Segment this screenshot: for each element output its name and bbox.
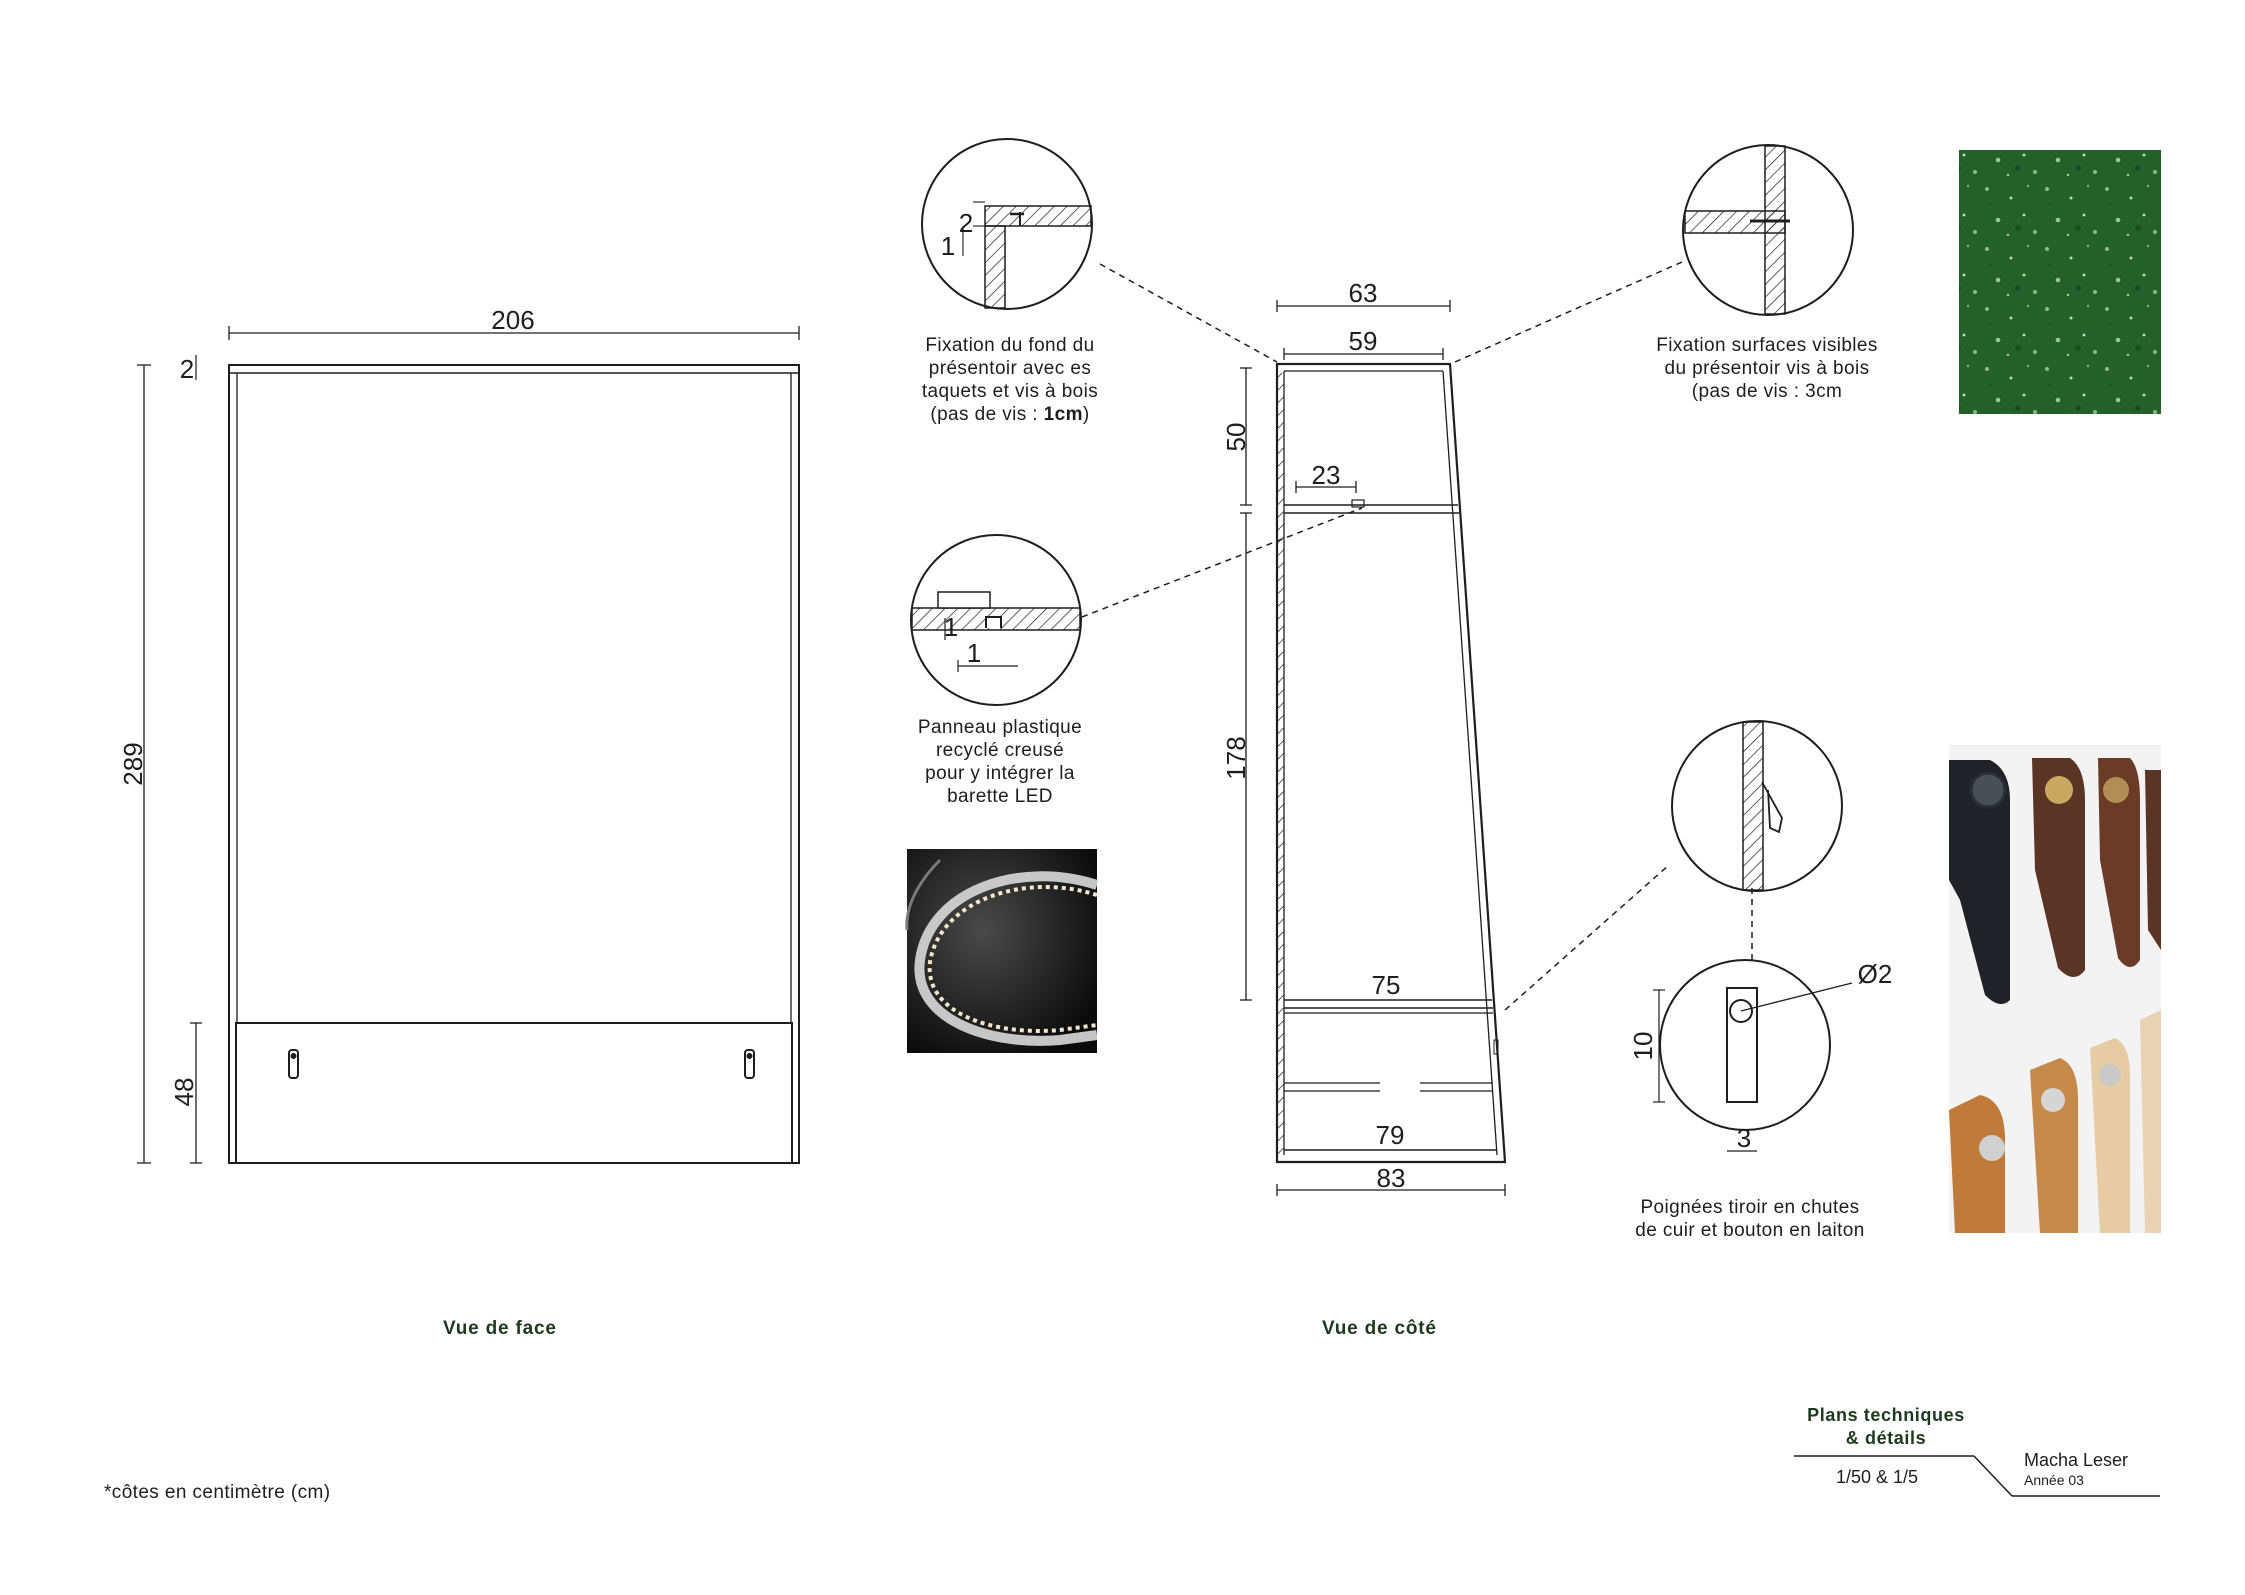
title-block-year: Année 03 xyxy=(2024,1472,2084,1488)
dim-handle-width: 3 xyxy=(1736,1123,1752,1153)
note-surface-fixing: Fixation surfaces visibles du présentoir vis à bois (pas de vis : 3cm xyxy=(1656,335,1878,402)
material-swatch-green xyxy=(1959,150,2161,414)
detail-back-fixing xyxy=(922,139,1092,309)
dim-front-top: 2 xyxy=(179,354,195,384)
detail-surface-fixing xyxy=(1683,145,1853,315)
front-view xyxy=(137,326,799,1163)
dim-side-main: 178 xyxy=(1221,736,1251,780)
front-outline xyxy=(229,365,799,1163)
front-drawer xyxy=(236,1023,792,1163)
note-back-fixing: Fixation du fond du présentoir avec es taquets et vis à bois (pas de vis : 1cm) xyxy=(921,335,1099,425)
detail-led-panel xyxy=(911,535,1081,705)
note-led-panel: Panneau plastique recyclé creusé pour y intégrer la barette LED xyxy=(917,717,1083,807)
dim-side-top-outer: 63 xyxy=(1348,278,1378,308)
dim-side-bottom-inner: 79 xyxy=(1375,1120,1405,1150)
led-strip xyxy=(1352,500,1364,507)
dim-side-upper: 50 xyxy=(1221,422,1251,452)
dim-back-b: 1 xyxy=(940,231,956,261)
dim-front-width: 206 xyxy=(491,305,535,335)
dim-side-bottom-outer: 83 xyxy=(1376,1163,1406,1193)
led-strip-photo xyxy=(907,849,1097,1053)
title-block-author: Macha Leser xyxy=(2024,1450,2129,1470)
caption-front-view: Vue de face xyxy=(443,1318,557,1339)
detail-handle-fixing xyxy=(1672,721,1842,891)
dim-handle-diameter: Ø2 xyxy=(1857,959,1893,989)
footnote-units: *côtes en centimètre (cm) xyxy=(104,1482,331,1503)
dim-handle-height: 10 xyxy=(1628,1031,1658,1061)
dim-led-a: 1 xyxy=(943,612,959,642)
dim-side-led-offset: 23 xyxy=(1311,460,1341,490)
dim-front-height: 289 xyxy=(118,742,148,786)
title-block-title: Plans techniques & détails xyxy=(1807,1405,1965,1448)
detail-handle-knob xyxy=(1653,960,1852,1151)
dim-back-a: 2 xyxy=(958,208,974,238)
leather-handles-photo xyxy=(1949,745,2161,1233)
side-view xyxy=(1240,300,1505,1196)
dim-side-shelf: 75 xyxy=(1371,970,1401,1000)
dim-front-drawer: 48 xyxy=(169,1077,199,1107)
title-block-scale: 1/50 & 1/5 xyxy=(1836,1467,1919,1487)
dim-led-b: 1 xyxy=(966,638,982,668)
caption-side-view: Vue de côté xyxy=(1322,1318,1437,1339)
note-handle: Poignées tiroir en chutes de cuir et bouton en laiton xyxy=(1635,1197,1865,1241)
dim-side-top-inner: 59 xyxy=(1348,326,1378,356)
